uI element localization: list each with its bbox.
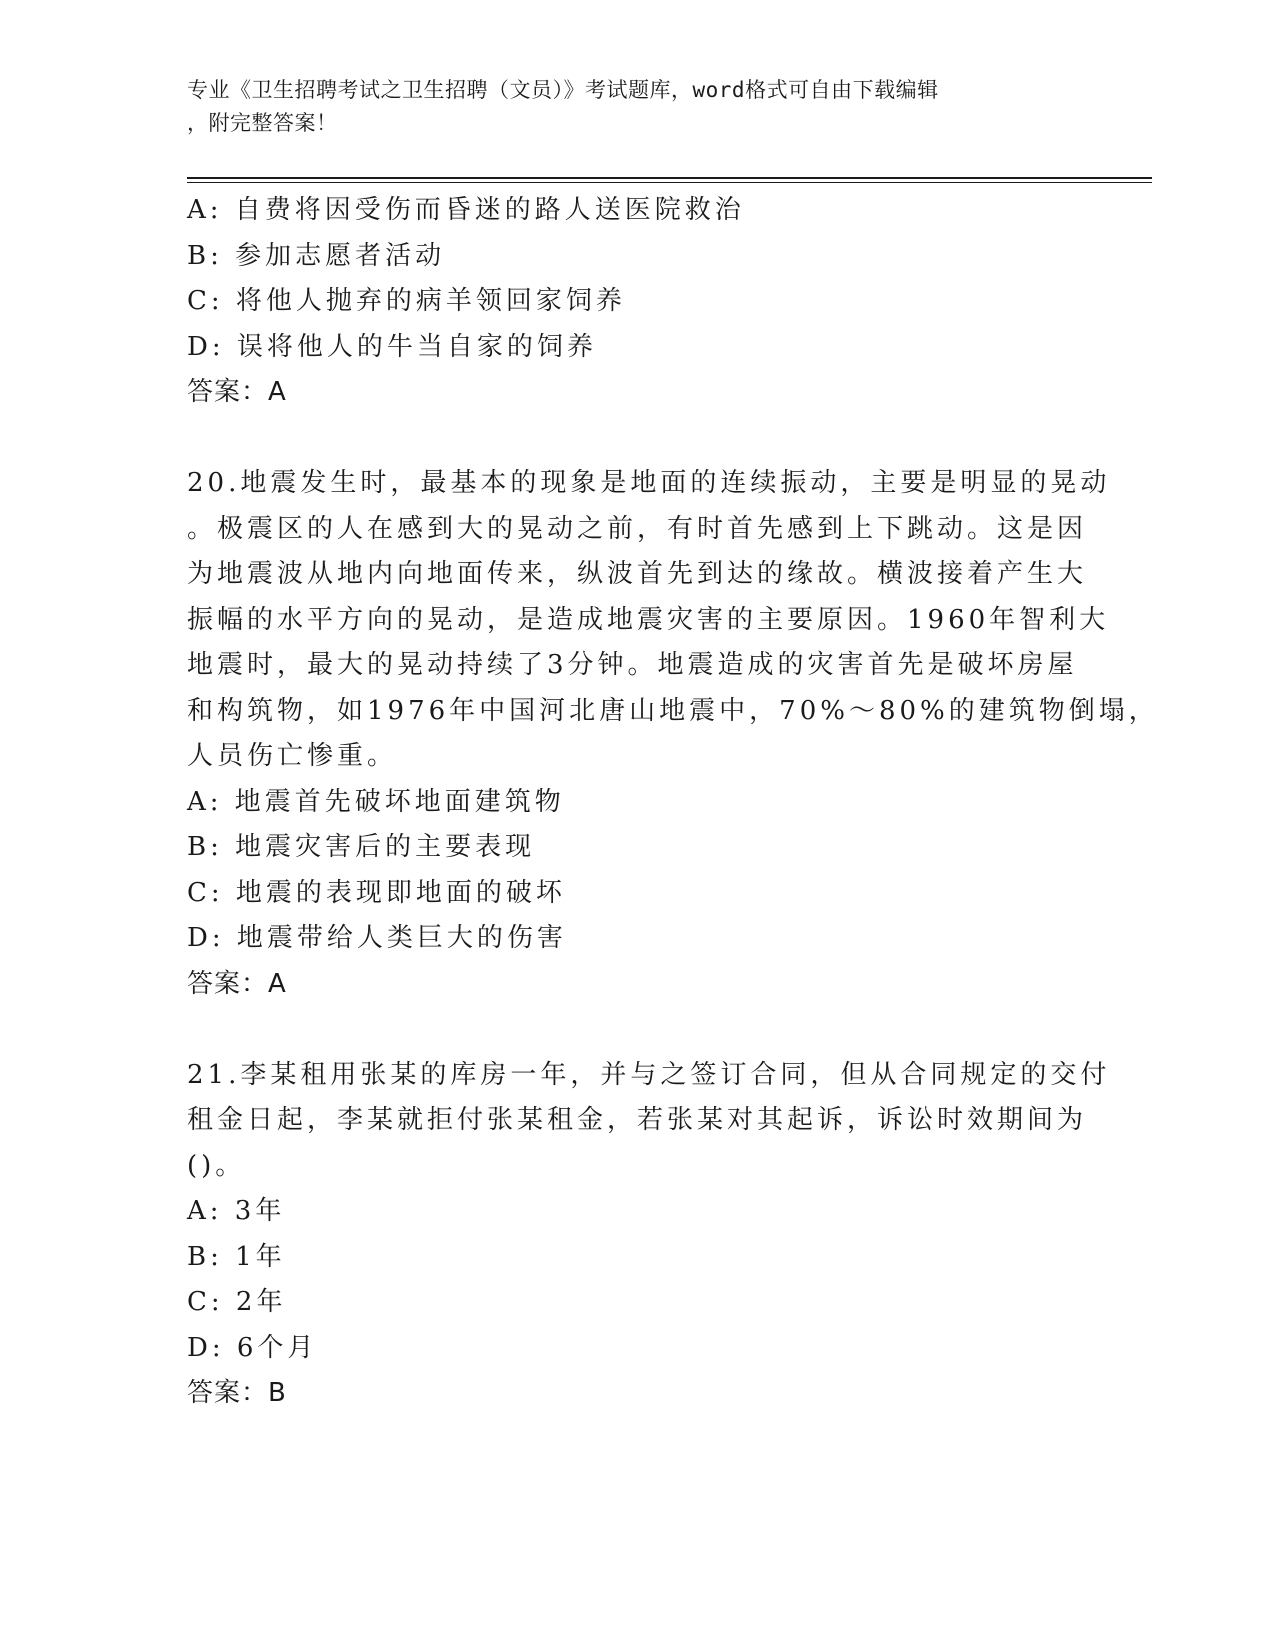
question-text-line: 人员伤亡惨重。 [187, 741, 398, 771]
option-d: D: 6个月 [187, 1332, 318, 1363]
option-d: D: 误将他人的牛当自家的饲养 [187, 331, 597, 362]
option-b: B: 地震灾害后的主要表现 [187, 832, 536, 862]
question-text-line: 21.李某租用张某的库房一年，并与之签订合同，但从合同规定的交付 [187, 1059, 1111, 1090]
question-block-21 [187, 1053, 1111, 1417]
option-c: C: 地震的表现即地面的破坏 [187, 877, 566, 908]
question-text-line: ()。 [187, 1150, 246, 1181]
option-b: B: 1年 [187, 1241, 286, 1272]
document-body [187, 188, 1159, 1417]
question-text-line: 20.地震发生时，最基本的现象是地面的连续振动，主要是明显的晃动 [187, 468, 1111, 498]
header-line-2: ，附完整答案！ [187, 111, 338, 135]
option-c: C: 将他人抛弃的病羊领回家饲养 [187, 286, 626, 316]
question-text-line: 振幅的水平方向的晃动，是造成地震灾害的主要原因。1960年智利大 [187, 604, 1110, 635]
option-a: A: 地震首先破坏地面建筑物 [187, 786, 565, 817]
option-b: B: 参加志愿者活动 [187, 240, 446, 271]
header-divider-thick [187, 177, 1152, 179]
answer-label: 答案：B [187, 1378, 287, 1408]
question-text-line: 。极震区的人在感到大的晃动之前，有时首先感到上下跳动。这是因 [187, 513, 1088, 544]
answer-label: 答案：A [187, 377, 287, 407]
question-block-20 [187, 461, 1159, 1007]
option-d: D: 地震带给人类巨大的伤害 [187, 923, 567, 953]
document-header [187, 74, 1067, 140]
option-a: A: 3年 [187, 1196, 286, 1226]
question-text-line: 为地震波从地内向地面传来，纵波首先到达的缘故。横波接着产生大 [187, 559, 1088, 589]
question-block-prev [187, 188, 1087, 416]
question-text-line: 租金日起，李某就拒付张某租金，若张某对其起诉，诉讼时效期间为 [187, 1105, 1088, 1135]
question-text-line: 地震时，最大的晃动持续了3分钟。地震造成的灾害首先是破坏房屋 [187, 650, 1078, 680]
block-spacer [187, 416, 1087, 462]
header-line-1: 专业《卫生招聘考试之卫生招聘（文员）》考试题库，word格式可自由下载编辑 [187, 78, 939, 102]
option-c: C: 2年 [187, 1287, 287, 1317]
answer-label: 答案：A [187, 968, 287, 999]
block-spacer [187, 1007, 1087, 1053]
question-text-line: 和构筑物，如1976年中国河北唐山地震中，70%～80%的建筑物倒塌， [187, 695, 1159, 726]
option-a: A: 自费将因受伤而昏迷的路人送医院救治 [187, 195, 745, 225]
header-divider-thin [187, 182, 1152, 183]
